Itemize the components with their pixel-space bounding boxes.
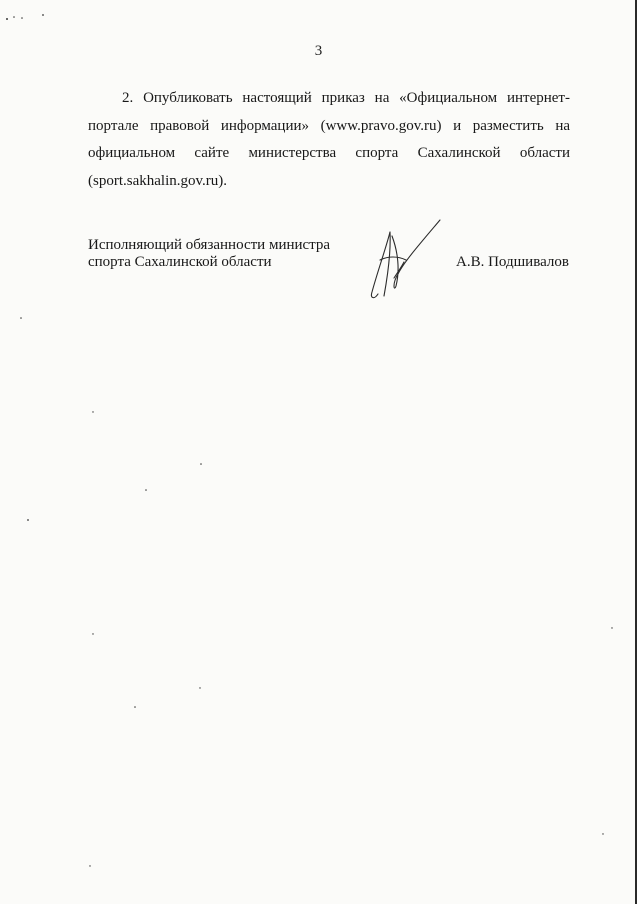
signer-title-line: спорта Сахалинской области (88, 254, 272, 270)
signer-name: А.В. Подшивалов (456, 254, 569, 270)
signer-title (88, 237, 348, 271)
paragraph-text: 2. Опубликовать настоящий приказ на «Официальном интернет-портале правовой информации» (www.pravo.gov.ru) и разместить на официальном сайте министерства спорта Сахалинской области (sport.sakhalin.gov.ru). (88, 90, 570, 189)
handwritten-signature (360, 212, 456, 308)
page-number: 3 (314, 43, 323, 59)
signer-title-line: Исполняющий обязанности министра (88, 237, 331, 253)
